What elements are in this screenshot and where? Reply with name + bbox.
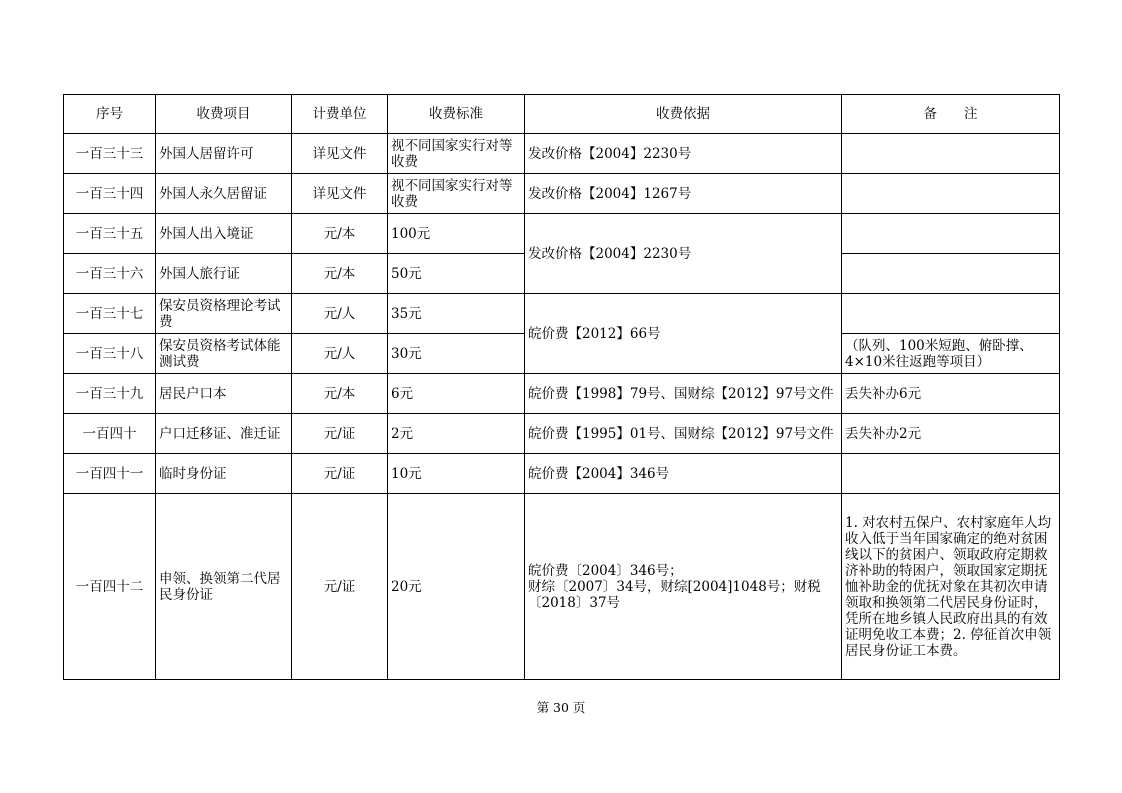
header-remark: 备 注 [842, 95, 1060, 134]
cell-item: 临时身份证 [156, 454, 292, 494]
cell-item: 保安员资格理论考试费 [156, 294, 292, 334]
cell-seq: 一百三十四 [64, 174, 156, 214]
cell-seq: 一百四十 [64, 414, 156, 454]
cell-remark: 1. 对农村五保户、农村家庭年人均收入低于当年国家确定的绝对贫困线以下的贫困户、领取政府定期救济补助的特困户，领取国家定期抚恤补助金的优抚对象在其初次申请领取和换领第二代居民身份证时，凭所在地乡镇人民政府出具的有效证明免收工本费；2. 停征首次申领居民身份证工本费。 [842, 494, 1060, 680]
cell-basis: 发改价格【2004】1267号 [525, 174, 842, 214]
cell-basis: 皖价费【2004】346号 [525, 454, 842, 494]
cell-remark [842, 454, 1060, 494]
cell-seq: 一百三十八 [64, 334, 156, 374]
table-row [64, 374, 1060, 414]
cell-standard: 视不同国家实行对等收费 [388, 174, 525, 214]
page-number: 第 30 页 [536, 700, 586, 715]
cell-unit: 元/人 [292, 294, 388, 334]
cell-standard: 30元 [388, 334, 525, 374]
cell-basis: 皖价费〔2004〕346号； 财综〔2007〕34号，财综[2004]1048号；财税〔2018〕37号 [525, 494, 842, 680]
cell-unit: 元/证 [292, 454, 388, 494]
cell-unit: 详见文件 [292, 134, 388, 174]
cell-unit: 元/证 [292, 494, 388, 680]
cell-standard: 50元 [388, 254, 525, 294]
cell-remark [842, 214, 1060, 254]
cell-item: 保安员资格考试体能测试费 [156, 334, 292, 374]
cell-seq: 一百三十六 [64, 254, 156, 294]
cell-remark [842, 254, 1060, 294]
cell-basis: 发改价格【2004】2230号 [525, 134, 842, 174]
cell-standard: 视不同国家实行对等收费 [388, 134, 525, 174]
cell-unit: 元/证 [292, 414, 388, 454]
cell-standard: 100元 [388, 214, 525, 254]
table-row [64, 294, 1060, 334]
header-basis: 收费依据 [525, 95, 842, 134]
cell-unit: 详见文件 [292, 174, 388, 214]
cell-item: 外国人永久居留证 [156, 174, 292, 214]
cell-remark [842, 174, 1060, 214]
header-item: 收费项目 [156, 95, 292, 134]
cell-standard: 6元 [388, 374, 525, 414]
table-row [64, 414, 1060, 454]
cell-item: 户口迁移证、准迁证 [156, 414, 292, 454]
table-row [64, 174, 1060, 214]
cell-standard: 35元 [388, 294, 525, 334]
cell-standard: 10元 [388, 454, 525, 494]
cell-seq: 一百四十一 [64, 454, 156, 494]
fee-table [63, 94, 1060, 680]
cell-seq: 一百四十二 [64, 494, 156, 680]
cell-standard: 2元 [388, 414, 525, 454]
cell-item: 申领、换领第二代居民身份证 [156, 494, 292, 680]
cell-remark [842, 134, 1060, 174]
cell-seq: 一百三十七 [64, 294, 156, 334]
cell-seq: 一百三十九 [64, 374, 156, 414]
cell-unit: 元/本 [292, 254, 388, 294]
cell-remark: 丢失补办2元 [842, 414, 1060, 454]
cell-item: 居民户口本 [156, 374, 292, 414]
cell-remark: （队列、100米短跑、俯卧撑、4×10米往返跑等项目） [842, 334, 1060, 374]
cell-remark: 丢失补办6元 [842, 374, 1060, 414]
header-row [64, 95, 1060, 134]
cell-unit: 元/本 [292, 214, 388, 254]
cell-basis: 皖价费【1995】01号、国财综【2012】97号文件 [525, 414, 842, 454]
table-row [64, 494, 1060, 680]
table-row [64, 134, 1060, 174]
cell-unit: 元/本 [292, 374, 388, 414]
cell-basis: 皖价费【2012】66号 [525, 294, 842, 374]
cell-item: 外国人居留许可 [156, 134, 292, 174]
cell-basis: 发改价格【2004】2230号 [525, 214, 842, 294]
cell-item: 外国人出入境证 [156, 214, 292, 254]
cell-seq: 一百三十五 [64, 214, 156, 254]
cell-standard: 20元 [388, 494, 525, 680]
header-unit: 计费单位 [292, 95, 388, 134]
cell-basis: 皖价费【1998】79号、国财综【2012】97号文件 [525, 374, 842, 414]
cell-remark [842, 294, 1060, 334]
table-row [64, 454, 1060, 494]
cell-seq: 一百三十三 [64, 134, 156, 174]
header-standard: 收费标准 [388, 95, 525, 134]
table-row [64, 214, 1060, 254]
header-seq: 序号 [64, 95, 156, 134]
cell-unit: 元/人 [292, 334, 388, 374]
cell-item: 外国人旅行证 [156, 254, 292, 294]
